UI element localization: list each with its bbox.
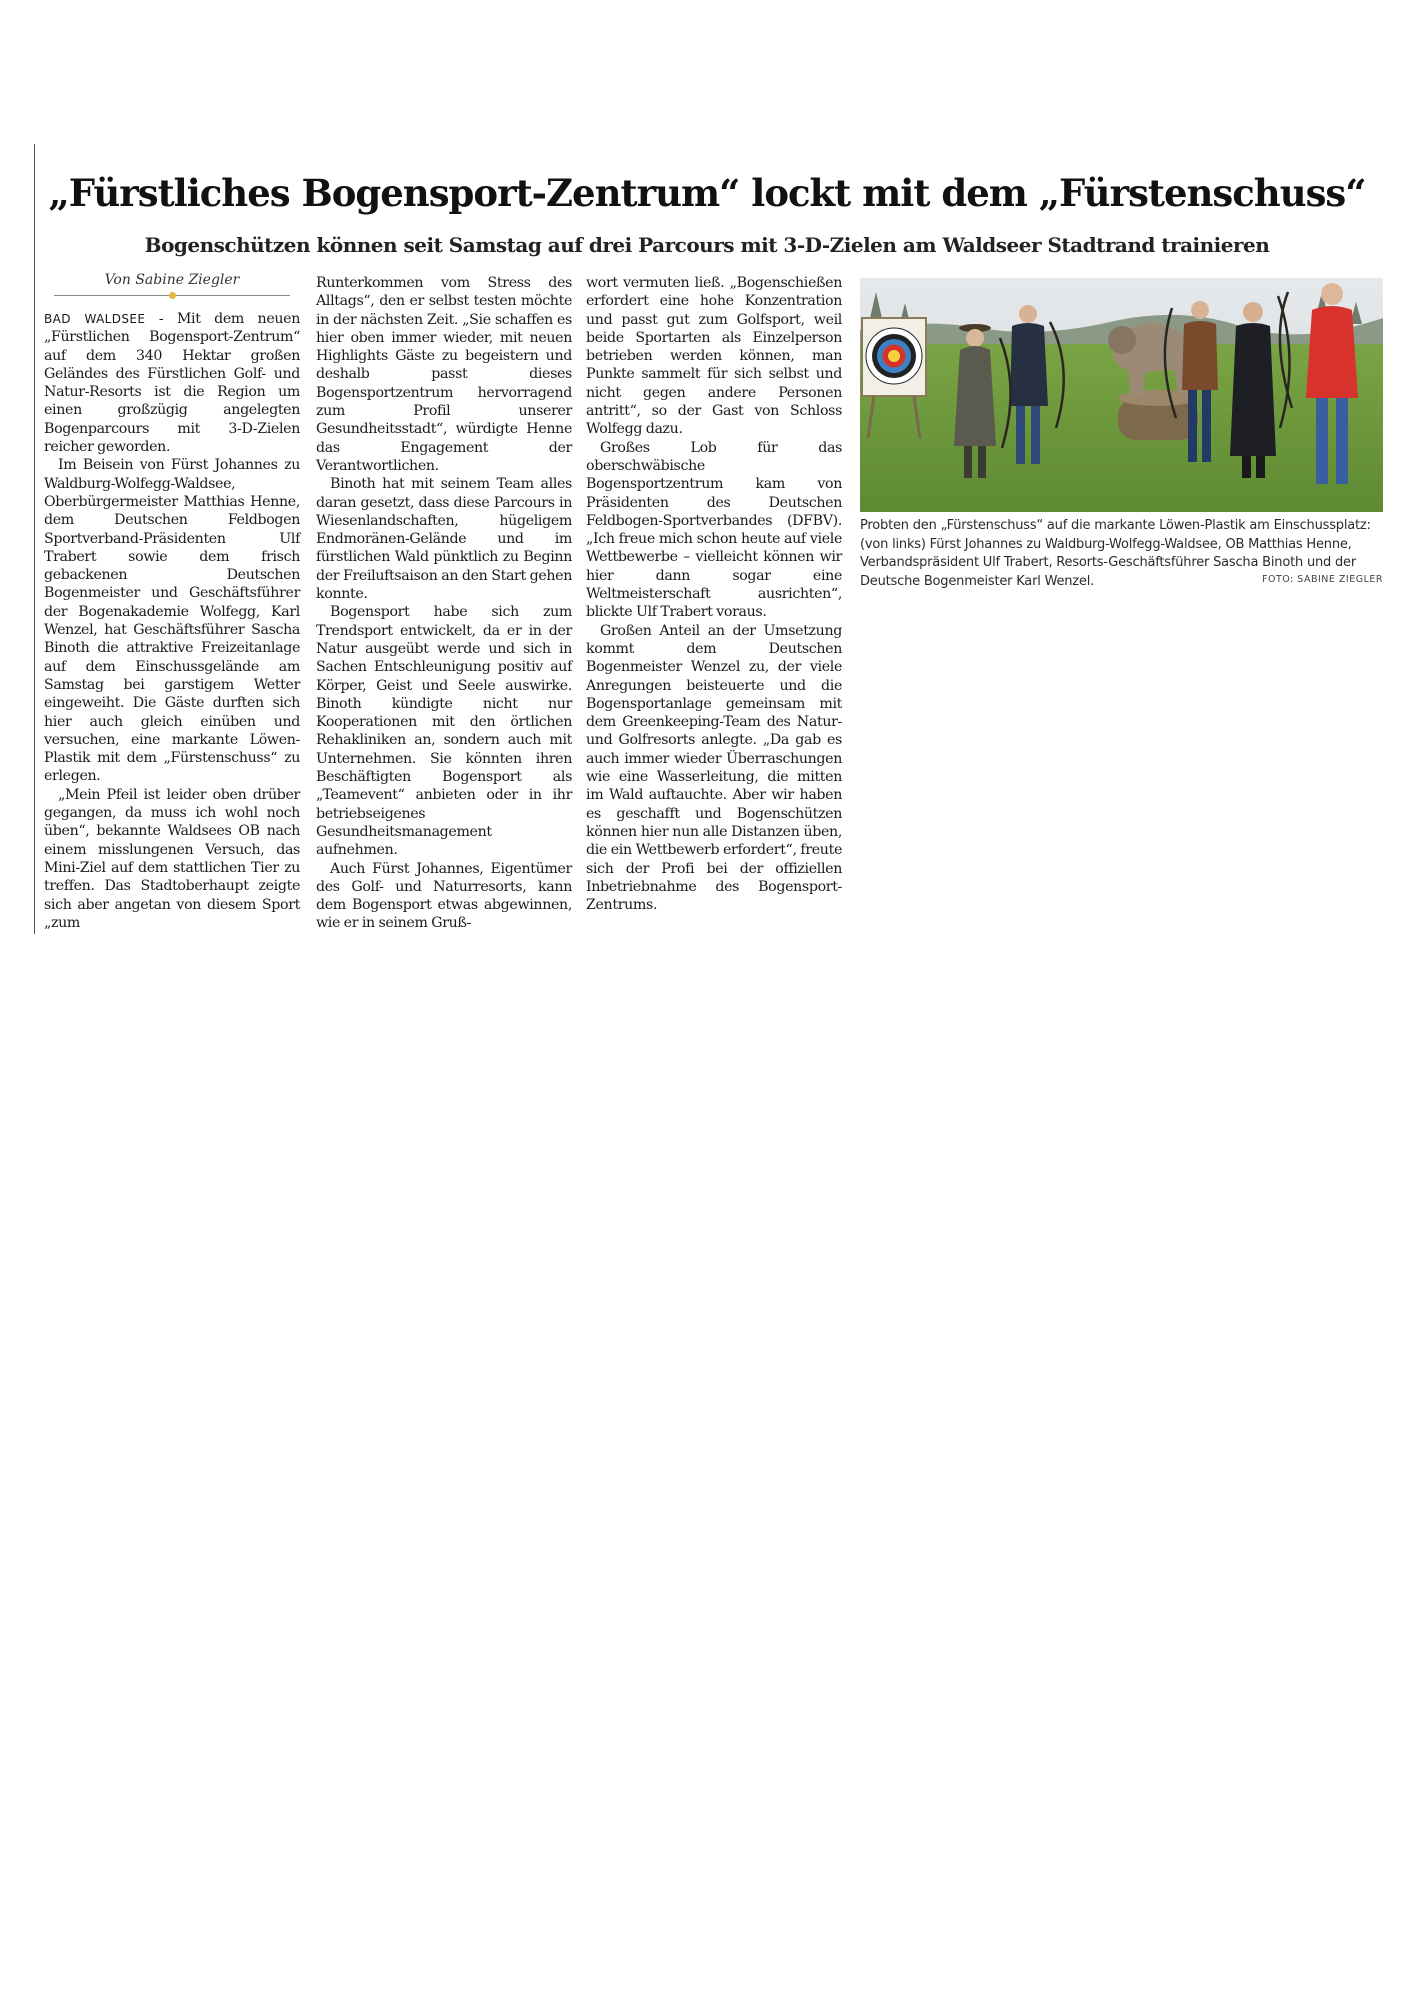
article-column-2	[316, 274, 572, 933]
dateline: BAD WALDSEE	[44, 312, 146, 326]
paragraph: Bogensport habe sich zum Trendsport entwickelt, da er in der Natur ausgeübt werde und sich in Sachen Entschleunigung positiv auf Körper, Geist und Seele auswirke. Binoth kündigte nicht nur Kooperationen mit den örtlichen Rehakliniken an, sondern auch mit Unternehmen. Sie könnten ihren Beschäftigten Bogensport als „Teamevent“ anbieten oder in ihr betriebseigenes Gesundheitsmanagement aufnehmen.	[316, 604, 572, 859]
byline-dot-icon	[169, 292, 176, 299]
paragraph: Großen Anteil an der Umsetzung kommt dem Deutschen Bogenmeister Wenzel zu, der viele Anregungen beisteuerte und die Bogensportanlage gemeinsam mit dem Greenkeeping-Team des Natur- und Golfresorts anlegte. „Da gab es auch immer wieder Überraschungen wie eine Wasserleitung, die mitten im Wald auftauchte. Aber wir haben es geschafft und Bogenschützen können hier nun alle Distanzen üben, die ein Wettbewerb erfordert“, freute sich der Profi bei der offiziellen Inbetriebnahme des Bogensport-Zentrums.	[586, 622, 842, 914]
headline: „Fürstliches Bogensport-Zentrum“ lockt mit dem „Fürstenschuss“	[48, 171, 1366, 215]
person-4-icon	[1230, 302, 1276, 478]
byline: Von Sabine Ziegler	[104, 272, 240, 288]
article-column-3	[586, 274, 842, 914]
paragraph: „Mein Pfeil ist leider oben drüber gegangen, da muss ich wohl noch üben“, bekannte Waldsees OB nach einem misslungenen Versuch, das Mini-Ziel auf dem stattlichen Tier zu treffen. Das Stadtoberhaupt zeigte sich aber angetan von diesem Sport „zum	[44, 786, 300, 931]
paragraph: Großes Lob für das oberschwäbische Bogensportzentrum kam von Präsidenten des Deutschen Feldbogen-Sportverbandes (DFBV). „Ich freue mich schon heute auf viele Wettbewerbe – vielleicht können wir hier dann sogar eine Weltmeisterschaft ausrichten“, blickte Ulf Trabert voraus.	[586, 439, 842, 621]
article-column-1	[44, 310, 300, 932]
column-rule	[34, 144, 35, 934]
paragraph: Im Beisein von Fürst Johannes zu Waldburg-Wolfegg-Waldsee, Oberbürgermeister Matthias Henne, dem Deutschen Feldbogen Sportverband-Präsidenten Ulf Trabert sowie dem frisch gebackenen Deutschen Bogenmeister und Geschäftsführer der Bogenakademie Wolfegg, Karl Wenzel, hat Geschäftsführer Sascha Binoth die attraktive Freizeitanlage auf dem Einschussgelände am Samstag bei garstigem Wetter eingeweiht. Die Gäste durften sich hier auch gleich einüben und versuchen, eine markante Löwen-Plastik mit dem „Fürstenschuss“ zu erlegen.	[44, 457, 300, 785]
paragraph	[44, 310, 300, 456]
byline-block	[44, 272, 300, 300]
photo-credit: FOTO: SABINE ZIEGLER	[1262, 574, 1383, 585]
photo-caption: Probten den „Fürstenschuss“ auf die markante Löwen-Plastik am Einschussplatz: (von links) Fürst Johannes zu Waldburg-Wolfegg-Waldsee, OB Matthias Henne, Verbandspräsident Ulf Trabert, Resorts-Geschäftsführer Sascha Binoth und der Deutsche Bogenmeister Karl Wenzel.	[860, 518, 1371, 589]
paragraph: Binoth hat mit seinem Team alles daran gesetzt, dass diese Parcours in Wiesenlandschaften, hügeligem Endmoränen-Gelände und im fürstlichen Wald pünktlich zu Beginn der Freiluftsaison an den Start gehen konnte.	[316, 476, 572, 603]
article-photo	[860, 278, 1383, 512]
paragraph: wort vermuten ließ. „Bogenschießen erfordert eine hohe Konzentration und passt gut zum Golfsport, weil beide Sportarten als Einzelperson betrieben werden können, man Punkte sammelt für sich selbst und nicht gegen andere Personen antritt“, so der Gast von Schloss Wolfegg dazu.	[586, 275, 842, 438]
byline-divider	[54, 290, 290, 300]
paragraph-text: - Mit dem neuen „Fürstlichen Bogensport-Zentrum“ auf dem 340 Hektar großen Geländes des Fürstlichen Golf- und Natur-Resorts ist die Region um einen großzügig angelegten Bogenparcours mit 3-D-Zielen reicher geworden.	[44, 311, 300, 456]
subheadline: Bogenschützen können seit Samstag auf drei Parcours mit 3-D-Zielen am Waldseer Stadtrand trainieren	[144, 233, 1270, 257]
paragraph: Runterkommen vom Stress des Alltags“, den er selbst testen möchte in der nächsten Zeit. „Sie schaffen es hier oben immer wieder, mit neuen Highlights Gäste zu begeistern und deshalb passt dieses Bogensportzentrum hervorragend zum Profil unserer Gesundheitsstadt“, würdigte Henne das Engagement der Verantwortlichen.	[316, 275, 572, 474]
archery-group-photo	[860, 278, 1383, 512]
paragraph: Auch Fürst Johannes, Eigentümer des Golf- und Naturresorts, kann dem Bogensport etwas abgewinnen, wie er in seinem Gruß-	[316, 860, 572, 932]
